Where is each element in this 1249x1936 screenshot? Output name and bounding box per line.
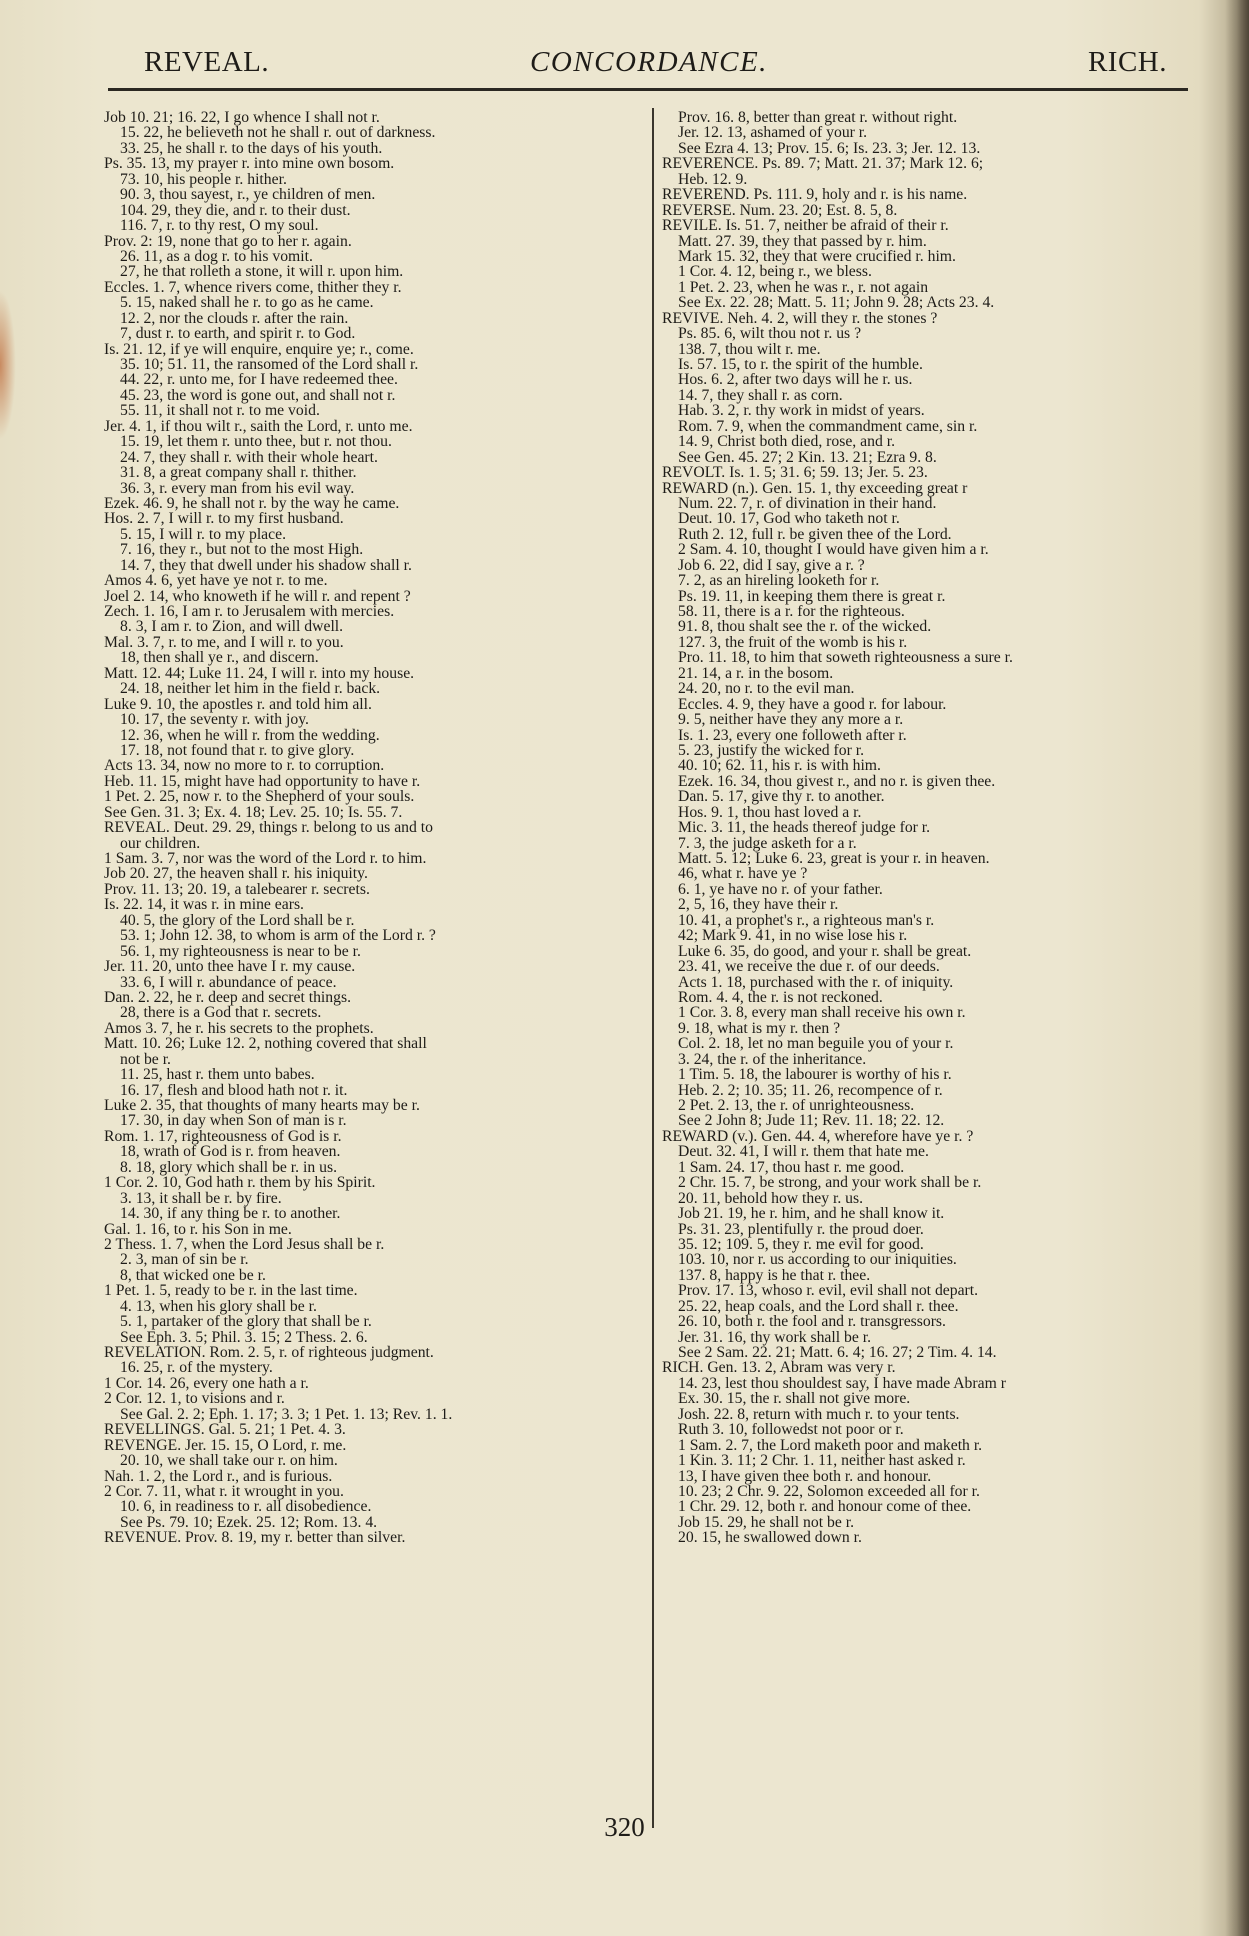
concordance-line: 3. 24, the r. of the inheritance. [678,1050,867,1068]
concordance-line: 1 Sam. 2. 7, the Lord maketh poor and maketh r. [678,1436,983,1454]
concordance-line: Dan. 2. 22, he r. deep and secret things. [104,988,352,1006]
concordance-line: 27, he that rolleth a stone, it will r. upon him. [120,263,404,281]
concordance-line: Jer. 12. 13, ashamed of your r. [678,124,868,142]
concordance-line: See Ezra 4. 13; Prov. 15. 6; Is. 23. 3; Jer. 12. 13. [678,139,981,157]
concordance-line: 1 Kin. 3. 11; 2 Chr. 1. 11, neither hast asked r. [678,1452,966,1470]
concordance-line: 10. 23; 2 Chr. 9. 22, Solomon exceeded all for r. [678,1482,980,1500]
concordance-line: REWARD (n.). Gen. 15. 1, thy exceeding great r [662,479,968,497]
concordance-line: 20. 11, behold how they r. us. [678,1189,864,1207]
concordance-line: 8. 18, glory which shall be r. in us. [120,1158,337,1176]
concordance-line: REWARD (v.). Gen. 44. 4, wherefore have ye r. ? [662,1127,974,1145]
concordance-line: See Gal. 2. 2; Eph. 1. 17; 3. 3; 1 Pet. 1. 13; Rev. 1. 1. [120,1405,453,1423]
header-last-entry: RICH. [1087,46,1167,78]
concordance-line: 7. 2, as an hireling looketh for r. [678,572,880,590]
concordance-line: 1 Cor. 4. 12, being r., we bless. [678,263,872,281]
concordance-line: Job 20. 27, the heaven shall r. his iniquity. [104,865,368,883]
right-column [662,110,1202,1546]
concordance-line: REVENUE. Prov. 8. 19, my r. better than silver. [104,1529,406,1547]
concordance-line: Eccles. 4. 9, they have a good r. for labour. [678,695,947,713]
concordance-line: 46, what r. have ye ? [678,865,808,883]
concordance-line: 1 Chr. 29. 12, both r. and honour come of thee. [678,1498,972,1516]
concordance-line: 2 Cor. 12. 1, to visions and r. [104,1390,285,1408]
concordance-line: REVERSE. Num. 23. 20; Est. 8. 5, 8. [662,201,898,219]
concordance-line: 44. 22, r. unto me, for I have redeemed thee. [120,371,398,389]
concordance-line: See 2 John 8; Jude 11; Rev. 11. 18; 22. 12. [678,1112,945,1130]
concordance-line: 138. 7, thou wilt r. me. [678,340,821,358]
concordance-line: 20. 15, he swallowed down r. [678,1529,862,1547]
concordance-line: Rom. 7. 9, when the commandment came, sin r. [678,417,978,435]
concordance-line: 6. 1, ye have no r. of your father. [678,880,883,898]
concordance-line: 1 Cor. 14. 26, every one hath a r. [104,1374,309,1392]
concordance-line: Hos. 2. 7, I will r. to my first husband. [104,510,344,528]
concordance-line: 12. 36, when he will r. from the wedding. [120,726,380,744]
concordance-line: REVERENCE. Ps. 89. 7; Matt. 21. 37; Mark 12. 6; [662,155,984,173]
header-title: CONCORDANCE. [530,46,768,78]
concordance-line: Job 6. 22, did I say, give a r. ? [678,556,865,574]
left-column [104,110,646,1546]
concordance-line: 9. 5, neither have they any more a r. [678,711,904,729]
concordance-line: 26. 10, both r. the fool and r. transgressors. [678,1313,946,1331]
concordance-line: 45. 23, the word is gone out, and shall not r. [120,386,396,404]
concordance-line: Ezek. 46. 9, he shall not r. by the way he came. [104,494,400,512]
concordance-line: 23. 41, we receive the due r. of our deeds. [678,958,940,976]
concordance-line: Deut. 10. 17, God who taketh not r. [678,510,900,528]
column-divider [652,108,654,1828]
concordance-line: Pro. 11. 18, to him that soweth righteousness a sure r. [678,649,1013,667]
concordance-line: 58. 11, there is a r. for the righteous. [678,603,905,620]
concordance-line: See Ex. 22. 28; Matt. 5. 11; John 9. 28; Acts 23. 4. [678,294,995,312]
concordance-line: 35. 12; 109. 5, they r. me evil for good. [678,1235,924,1253]
concordance-line: not be r. [120,1050,171,1068]
concordance-line: See Ps. 79. 10; Ezek. 25. 12; Rom. 13. 4. [120,1513,378,1531]
concordance-line: Prov. 17. 13, whoso r. evil, evil shall not depart. [678,1282,979,1300]
concordance-line: Matt. 27. 39, they that passed by r. him. [678,232,927,250]
concordance-line: 15. 19, let them r. unto thee, but r. not thou. [120,433,392,451]
concordance-line: Ex. 30. 15, the r. shall not give more. [678,1390,911,1408]
concordance-line: 1 Sam. 24. 17, thou hast r. me good. [678,1158,905,1176]
concordance-line: 20. 10, we shall take our r. on him. [120,1452,338,1470]
concordance-line: 73. 10, his people r. hither. [120,170,287,188]
concordance-line: 21. 14, a r. in the bosom. [678,664,834,682]
concordance-line: 1 Pet. 2. 25, now r. to the Shepherd of your souls. [104,788,415,806]
concordance-line: Prov. 11. 13; 20. 19, a talebearer r. secrets. [104,880,370,898]
concordance-line: REVIVE. Neh. 4. 2, will they r. the stones ? [662,309,938,327]
concordance-line: 42; Mark 9. 41, in no wise lose his r. [678,927,908,945]
concordance-line: Hab. 3. 2, r. thy work in midst of years. [678,402,925,420]
concordance-line: Deut. 32. 41, I will r. them that hate me. [678,1143,929,1161]
concordance-line: 55. 11, it shall not r. to me void. [120,402,320,420]
concordance-line: Ps. 85. 6, wilt thou not r. us ? [678,325,862,343]
concordance-line: Dan. 5. 17, give thy r. to another. [678,788,885,806]
concordance-line: Acts 1. 18, purchased with the r. of iniquity. [678,973,954,991]
concordance-line: Matt. 12. 44; Luke 11. 24, I will r. into my house. [104,664,415,682]
concordance-line: 14. 23, lest thou shouldest say, I have made Abram r [678,1374,1006,1392]
concordance-line: 25. 22, heap coals, and the Lord shall r. thee. [678,1297,959,1315]
header-rule [108,88,1188,91]
concordance-line: See Gen. 31. 3; Ex. 4. 18; Lev. 25. 10; Is. 55. 7. [104,803,403,821]
page-stain [0,290,16,440]
concordance-line: 24. 18, neither let him in the field r. back. [120,680,381,698]
concordance-line: 1 Cor. 2. 10, God hath r. them by his Spirit. [104,1174,376,1192]
concordance-line: 35. 10; 51. 11, the ransomed of the Lord shall r. [120,356,419,373]
concordance-line: Num. 22. 7, r. of divination in their hand. [678,494,937,512]
concordance-line: Jer. 11. 20, unto thee have I r. my cause. [104,958,356,976]
concordance-line: Heb. 2. 2; 10. 35; 11. 26, recompence of r. [678,1081,943,1099]
concordance-line: Luke 6. 35, do good, and your r. shall be great. [678,942,972,960]
concordance-line: Heb. 12. 9. [678,170,748,188]
concordance-line: Is. 21. 12, if ye will enquire, enquire ye; r., come. [104,340,414,358]
concordance-line: 31. 8, a great company shall r. thither. [120,464,357,482]
concordance-line: Ezek. 16. 34, thou givest r., and no r. is given thee. [678,772,996,790]
concordance-line: 11. 25, hast r. them unto babes. [120,1066,315,1084]
concordance-line: See Eph. 3. 5; Phil. 3. 15; 2 Thess. 2. 6. [120,1328,368,1346]
concordance-line: Matt. 10. 26; Luke 12. 2, nothing covered that shall [104,1035,427,1053]
concordance-line: Mark 15. 32, they that were crucified r. him. [678,247,956,265]
concordance-line: 91. 8, thou shalt see the r. of the wicked. [678,618,932,636]
concordance-line: 3. 13, it shall be r. by fire. [120,1189,282,1207]
concordance-line: 33. 25, he shall r. to the days of his youth. [120,139,383,157]
concordance-line: 33. 6, I will r. abundance of peace. [120,973,337,991]
concordance-line: See Gen. 45. 27; 2 Kin. 13. 21; Ezra 9. 8. [678,448,937,466]
concordance-line: 8. 3, I am r. to Zion, and will dwell. [120,618,344,636]
concordance-line: Acts 13. 34, now no more to r. to corruption. [104,757,385,775]
concordance-line: 2. 3, man of sin be r. [120,1251,249,1269]
concordance-line: 90. 3, thou sayest, r., ye children of men. [120,186,376,204]
concordance-line: Is. 1. 23, every one followeth after r. [678,726,907,744]
concordance-line: Rom. 1. 17, righteousness of God is r. [104,1127,342,1145]
concordance-line: Jer. 4. 1, if thou wilt r., saith the Lord, r. unto me. [104,417,413,435]
concordance-line: 5. 23, justify the wicked for r. [678,741,865,759]
concordance-line: 10. 17, the seventy r. with joy. [120,711,309,729]
concordance-line: 2 Thess. 1. 7, when the Lord Jesus shall be r. [104,1235,385,1253]
concordance-line: REVELLINGS. Gal. 5. 21; 1 Pet. 4. 3. [104,1421,346,1439]
concordance-line: 56. 1, my righteousness is near to be r. [120,942,361,960]
concordance-line: 7. 16, they r., but not to the most High. [120,541,364,559]
concordance-line: 17. 30, in day when Son of man is r. [120,1112,347,1130]
concordance-line: Ruth 2. 12, full r. be given thee of the Lord. [678,525,952,543]
concordance-line: Is. 57. 15, to r. the spirit of the humble. [678,356,923,373]
concordance-line: 1 Pet. 1. 5, ready to be r. in the last time. [104,1282,358,1300]
concordance-line: Eccles. 1. 7, whence rivers come, thither they r. [104,278,402,296]
concordance-line: Ps. 19. 11, in keeping them there is great r. [678,587,946,605]
concordance-line: Job 21. 19, he r. him, and he shall know it. [678,1205,945,1223]
concordance-line: 7. 3, the judge asketh for a r. [678,834,857,852]
concordance-line: Col. 2. 18, let no man beguile you of your r. [678,1035,954,1053]
concordance-line: 103. 10, nor r. us according to our iniquities. [678,1251,957,1269]
concordance-line: 40. 5, the glory of the Lord shall be r. [120,911,355,929]
concordance-line: Job 15. 29, he shall not be r. [678,1513,855,1531]
concordance-line: Mal. 3. 7, r. to me, and I will r. to you. [104,633,344,651]
page-number: 320 [604,1812,645,1842]
concordance-line: 1 Cor. 3. 8, every man shall receive his own r. [678,1004,966,1022]
concordance-line: Rom. 4. 4, the r. is not reckoned. [678,988,883,1006]
concordance-line: 10. 6, in readiness to r. all disobedience. [120,1498,372,1516]
concordance-line: 2, 5, 16, they have their r. [678,896,839,914]
concordance-line: REVILE. Is. 51. 7, neither be afraid of their r. [662,217,949,235]
concordance-line: 13, I have given thee both r. and honour. [678,1467,932,1485]
concordance-line: Gal. 1. 16, to r. his Son in me. [104,1220,292,1238]
concordance-line: REVOLT. Is. 1. 5; 31. 6; 59. 13; Jer. 5. 23. [662,464,928,482]
concordance-line: 1 Pet. 2. 23, when he was r., r. not again [678,278,929,296]
concordance-line: REVENGE. Jer. 15. 15, O Lord, r. me. [104,1436,347,1454]
concordance-line: REVEAL. Deut. 29. 29, things r. belong to us and to [104,819,433,837]
concordance-line: REVEREND. Ps. 111. 9, holy and r. is his name. [662,186,968,204]
concordance-line: 16. 25, r. of the mystery. [120,1359,273,1377]
concordance-line: 7, dust r. to earth, and spirit r. to God. [120,325,356,343]
concordance-line: 2 Chr. 15. 7, be strong, and your work shall be r. [678,1174,982,1192]
spine-shadow [1225,0,1249,1936]
concordance-line: Zech. 1. 16, I am r. to Jerusalem with mercies. [104,603,395,620]
concordance-line: 8, that wicked one be r. [120,1266,266,1284]
concordance-line: Is. 22. 14, it was r. in mine ears. [104,896,304,914]
concordance-line: 24. 7, they shall r. with their whole heart. [120,448,378,466]
concordance-line: 2 Cor. 7. 11, what r. it wrought in you. [104,1482,344,1500]
concordance-line: our children. [120,834,201,852]
concordance-line: RICH. Gen. 13. 2, Abram was very r. [662,1359,896,1377]
concordance-line: Prov. 16. 8, better than great r. without right. [678,109,958,126]
concordance-line: 24. 20, no r. to the evil man. [678,680,855,698]
concordance-line: Josh. 22. 8, return with much r. to your tents. [678,1405,960,1423]
concordance-line: 26. 11, as a dog r. to his vomit. [120,247,313,265]
concordance-line: 36. 3, r. every man from his evil way. [120,479,355,497]
concordance-line: Luke 9. 10, the apostles r. and told him all. [104,695,372,713]
concordance-line: 5. 15, I will r. to my place. [120,525,286,543]
concordance-line: 10. 41, a prophet's r., a righteous man's r. [678,911,935,929]
concordance-line: Hos. 6. 2, after two days will he r. us. [678,371,913,389]
concordance-line: Heb. 11. 15, might have had opportunity to have r. [104,772,421,790]
concordance-line: 14. 9, Christ both died, rose, and r. [678,433,895,451]
concordance-line: Amos 4. 6, yet have ye not r. to me. [104,572,328,590]
concordance-line: REVELATION. Rom. 2. 5, r. of righteous judgment. [104,1344,434,1361]
concordance-line: 116. 7, r. to thy rest, O my soul. [120,217,319,235]
concordance-line: 14. 7, they shall r. as corn. [678,386,843,404]
concordance-line: Luke 2. 35, that thoughts of many hearts may be r. [104,1097,420,1114]
concordance-line: 40. 10; 62. 11, his r. is with him. [678,757,881,775]
concordance-line: Ps. 35. 13, my prayer r. into mine own bosom. [104,155,395,173]
concordance-line: Matt. 5. 12; Luke 6. 23, great is your r. in heaven. [678,850,990,867]
concordance-line: 14. 7, they that dwell under his shadow shall r. [120,556,412,574]
concordance-line: 4. 13, when his glory shall be r. [120,1297,317,1315]
concordance-line: 17. 18, not found that r. to give glory. [120,741,355,759]
concordance-line: Job 10. 21; 16. 22, I go whence I shall not r. [104,109,380,126]
concordance-line: 2 Sam. 4. 10, thought I would have given him a r. [678,541,989,559]
concordance-line: 137. 8, happy is he that r. thee. [678,1266,871,1284]
concordance-line: 5. 1, partaker of the glory that shall be r. [120,1313,372,1331]
concordance-line: 127. 3, the fruit of the womb is his r. [678,633,908,651]
concordance-line: Amos 3. 7, he r. his secrets to the prophets. [104,1019,374,1037]
concordance-line: Prov. 2: 19, none that go to her r. again. [104,232,352,250]
concordance-line: Jer. 31. 16, thy work shall be r. [678,1328,872,1346]
concordance-line: 104. 29, they die, and r. to their dust. [120,201,351,219]
concordance-line: Ps. 31. 23, plentifully r. the proud doer. [678,1220,924,1238]
concordance-line: Joel 2. 14, who knoweth if he will r. and repent ? [104,587,411,605]
concordance-line: Mic. 3. 11, the heads thereof judge for r. [678,819,931,837]
concordance-line: 5. 15, naked shall he r. to go as he came. [120,294,374,312]
concordance-line: 1 Sam. 3. 7, nor was the word of the Lord r. to him. [104,850,427,867]
concordance-line: 9. 18, what is my r. then ? [678,1019,841,1037]
concordance-line: See 2 Sam. 22. 21; Matt. 6. 4; 16. 27; 2 Tim. 4. 14. [678,1344,997,1361]
concordance-line: 1 Tim. 5. 18, the labourer is worthy of his r. [678,1066,952,1084]
concordance-line: Hos. 9. 1, thou hast loved a r. [678,803,862,821]
concordance-line: 53. 1; John 12. 38, to whom is arm of the Lord r. ? [120,927,436,945]
concordance-line: 12. 2, nor the clouds r. after the rain. [120,309,349,327]
concordance-line: Ruth 3. 10, followedst not poor or r. [678,1421,904,1439]
concordance-line: 18, wrath of God is r. from heaven. [120,1143,341,1161]
concordance-line: Nah. 1. 2, the Lord r., and is furious. [104,1467,333,1485]
concordance-line: 2 Pet. 2. 13, the r. of unrighteousness. [678,1097,915,1114]
concordance-line: 15. 22, he believeth not he shall r. out of darkness. [120,124,436,142]
concordance-line: 28, there is a God that r. secrets. [120,1004,322,1022]
concordance-line: 14. 30, if any thing be r. to another. [120,1205,341,1223]
header-first-entry: REVEAL. [144,46,270,78]
concordance-line: 16. 17, flesh and blood hath not r. it. [120,1081,348,1099]
concordance-line: 18, then shall ye r., and discern. [120,649,319,667]
